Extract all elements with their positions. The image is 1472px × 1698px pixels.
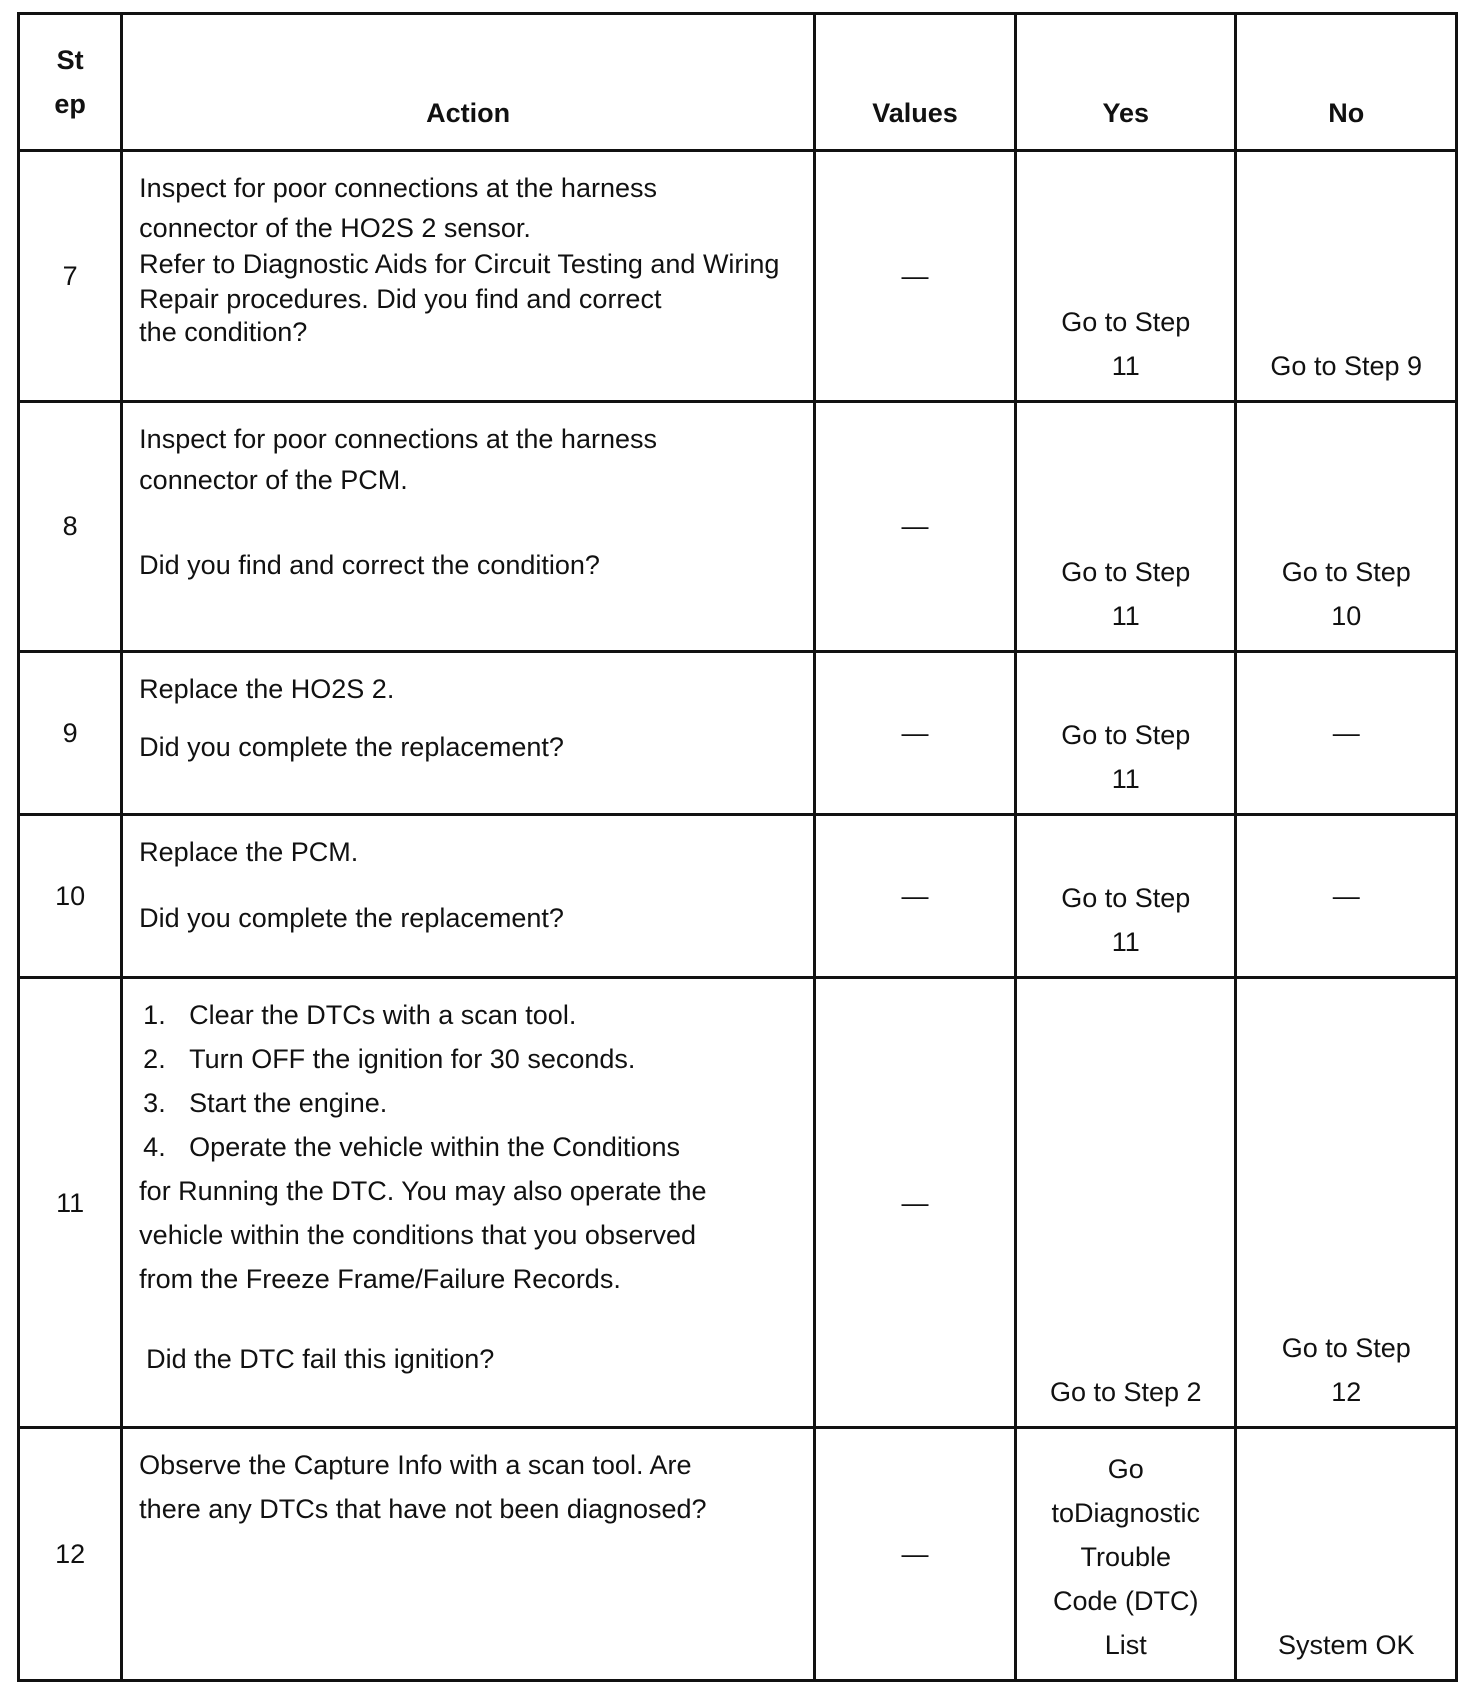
action-question: Did the DTC fail this ignition? <box>146 1343 495 1374</box>
table-row <box>19 815 1457 977</box>
step-number: 10 <box>19 815 122 977</box>
yes-link-step[interactable]: 11 <box>1111 350 1140 381</box>
list-item-text: Turn OFF the ignition for 30 seconds. <box>189 1043 636 1074</box>
action-cell <box>122 401 815 652</box>
action-line: Replace the HO2S 2. <box>139 674 395 705</box>
header-values: Values <box>815 14 1016 151</box>
header-step-line2: ep <box>54 89 86 119</box>
step-number: 12 <box>19 1428 122 1681</box>
action-line: the condition? <box>139 317 308 347</box>
action-step-list <box>139 993 797 1169</box>
no-link[interactable]: Go to Step <box>1281 557 1411 588</box>
action-line: Replace the PCM. <box>139 837 359 868</box>
step-number: 9 <box>19 652 122 815</box>
no-cell <box>1236 401 1457 652</box>
table-row <box>19 401 1457 652</box>
no-link-step[interactable]: 10 <box>1331 601 1362 632</box>
values-cell: — <box>815 977 1016 1428</box>
diagnostic-table-sheet <box>17 12 1458 1682</box>
list-item <box>139 1125 797 1169</box>
action-cell <box>122 151 815 402</box>
step-number: 8 <box>19 401 122 652</box>
list-item-number: 2. <box>143 1043 166 1074</box>
action-line: from the Freeze Frame/Failure Records. <box>139 1263 621 1294</box>
header-action: Action <box>122 14 815 151</box>
action-line: connector of the PCM. <box>139 464 408 495</box>
table-row <box>19 151 1457 402</box>
step-number: 7 <box>19 151 122 402</box>
yes-link-line[interactable]: Trouble <box>1080 1542 1172 1572</box>
table-row <box>19 1428 1457 1681</box>
action-line: there any DTCs that have not been diagnosed? <box>139 1494 707 1525</box>
yes-cell <box>1016 652 1236 815</box>
yes-link-line[interactable]: Code (DTC) <box>1052 1586 1199 1616</box>
header-no: No <box>1236 14 1457 151</box>
action-line: Observe the Capture Info with a scan tool. Are <box>139 1450 692 1481</box>
values-cell: — <box>815 815 1016 977</box>
yes-cell <box>1016 977 1236 1428</box>
yes-cell <box>1016 151 1236 402</box>
yes-link-step[interactable]: 11 <box>1111 764 1140 795</box>
list-item-text: Operate the vehicle within the Conditions <box>189 1131 680 1162</box>
diagnostic-table <box>17 12 1458 1682</box>
action-line: for Running the DTC. You may also operate the <box>139 1175 707 1206</box>
list-item-text: Clear the DTCs with a scan tool. <box>189 999 577 1030</box>
action-line: vehicle within the conditions that you observed <box>139 1219 697 1250</box>
yes-link-line[interactable]: toDiagnostic <box>1051 1498 1201 1528</box>
list-item-number: 1. <box>143 999 166 1030</box>
table-row <box>19 652 1457 815</box>
step-number: 11 <box>19 977 122 1428</box>
yes-link-step[interactable]: 11 <box>1111 601 1140 632</box>
header-row <box>19 14 1457 151</box>
values-cell: — <box>815 151 1016 402</box>
action-cell <box>122 815 815 977</box>
no-cell <box>1236 1428 1457 1681</box>
yes-link-line[interactable]: Go <box>1107 1454 1144 1484</box>
yes-link[interactable]: Go to Step <box>1061 720 1191 751</box>
yes-link[interactable]: Go to Step 2 <box>1049 1377 1202 1408</box>
action-line: Refer to Diagnostic Aids for Circuit Testing and Wiring <box>139 249 780 279</box>
yes-cell <box>1016 815 1236 977</box>
yes-cell <box>1016 401 1236 652</box>
action-line: Inspect for poor connections at the harness <box>139 173 657 203</box>
yes-link[interactable]: Go to Step <box>1061 306 1191 337</box>
values-cell: — <box>815 401 1016 652</box>
yes-link[interactable]: Go to Step <box>1061 557 1191 588</box>
no-link[interactable]: Go to Step 9 <box>1270 350 1423 381</box>
action-cell <box>122 1428 815 1681</box>
header-yes: Yes <box>1016 14 1236 151</box>
values-cell: — <box>815 1428 1016 1681</box>
list-item <box>139 1037 797 1081</box>
list-item <box>139 993 797 1037</box>
values-cell: — <box>815 652 1016 815</box>
list-item-number: 3. <box>143 1087 166 1118</box>
header-step-line1: St <box>56 45 84 75</box>
no-link[interactable]: Go to Step <box>1281 1333 1411 1364</box>
no-cell <box>1236 977 1457 1428</box>
action-question: Did you complete the replacement? <box>139 732 564 763</box>
action-line: Repair procedures. Did you find and correct <box>139 284 662 314</box>
no-cell: — <box>1236 652 1457 815</box>
yes-link-step[interactable]: 11 <box>1111 926 1140 957</box>
no-cell <box>1236 151 1457 402</box>
table-row <box>19 977 1457 1428</box>
list-item <box>139 1081 797 1125</box>
yes-link-line[interactable]: List <box>1104 1630 1147 1660</box>
action-line: connector of the HO2S 2 sensor. <box>139 213 531 243</box>
yes-cell <box>1016 1428 1236 1681</box>
action-cell <box>122 977 815 1428</box>
action-question: Did you complete the replacement? <box>139 903 564 934</box>
list-item-number: 4. <box>143 1131 166 1162</box>
no-cell: — <box>1236 815 1457 977</box>
no-link-step[interactable]: 12 <box>1331 1377 1362 1408</box>
list-item-text: Start the engine. <box>189 1087 388 1118</box>
yes-link[interactable]: Go to Step <box>1061 882 1191 913</box>
action-line: Inspect for poor connections at the harness <box>139 423 657 454</box>
no-result: System OK <box>1277 1630 1415 1660</box>
action-question: Did you find and correct the condition? <box>139 549 600 580</box>
action-cell <box>122 652 815 815</box>
header-step <box>19 14 122 151</box>
